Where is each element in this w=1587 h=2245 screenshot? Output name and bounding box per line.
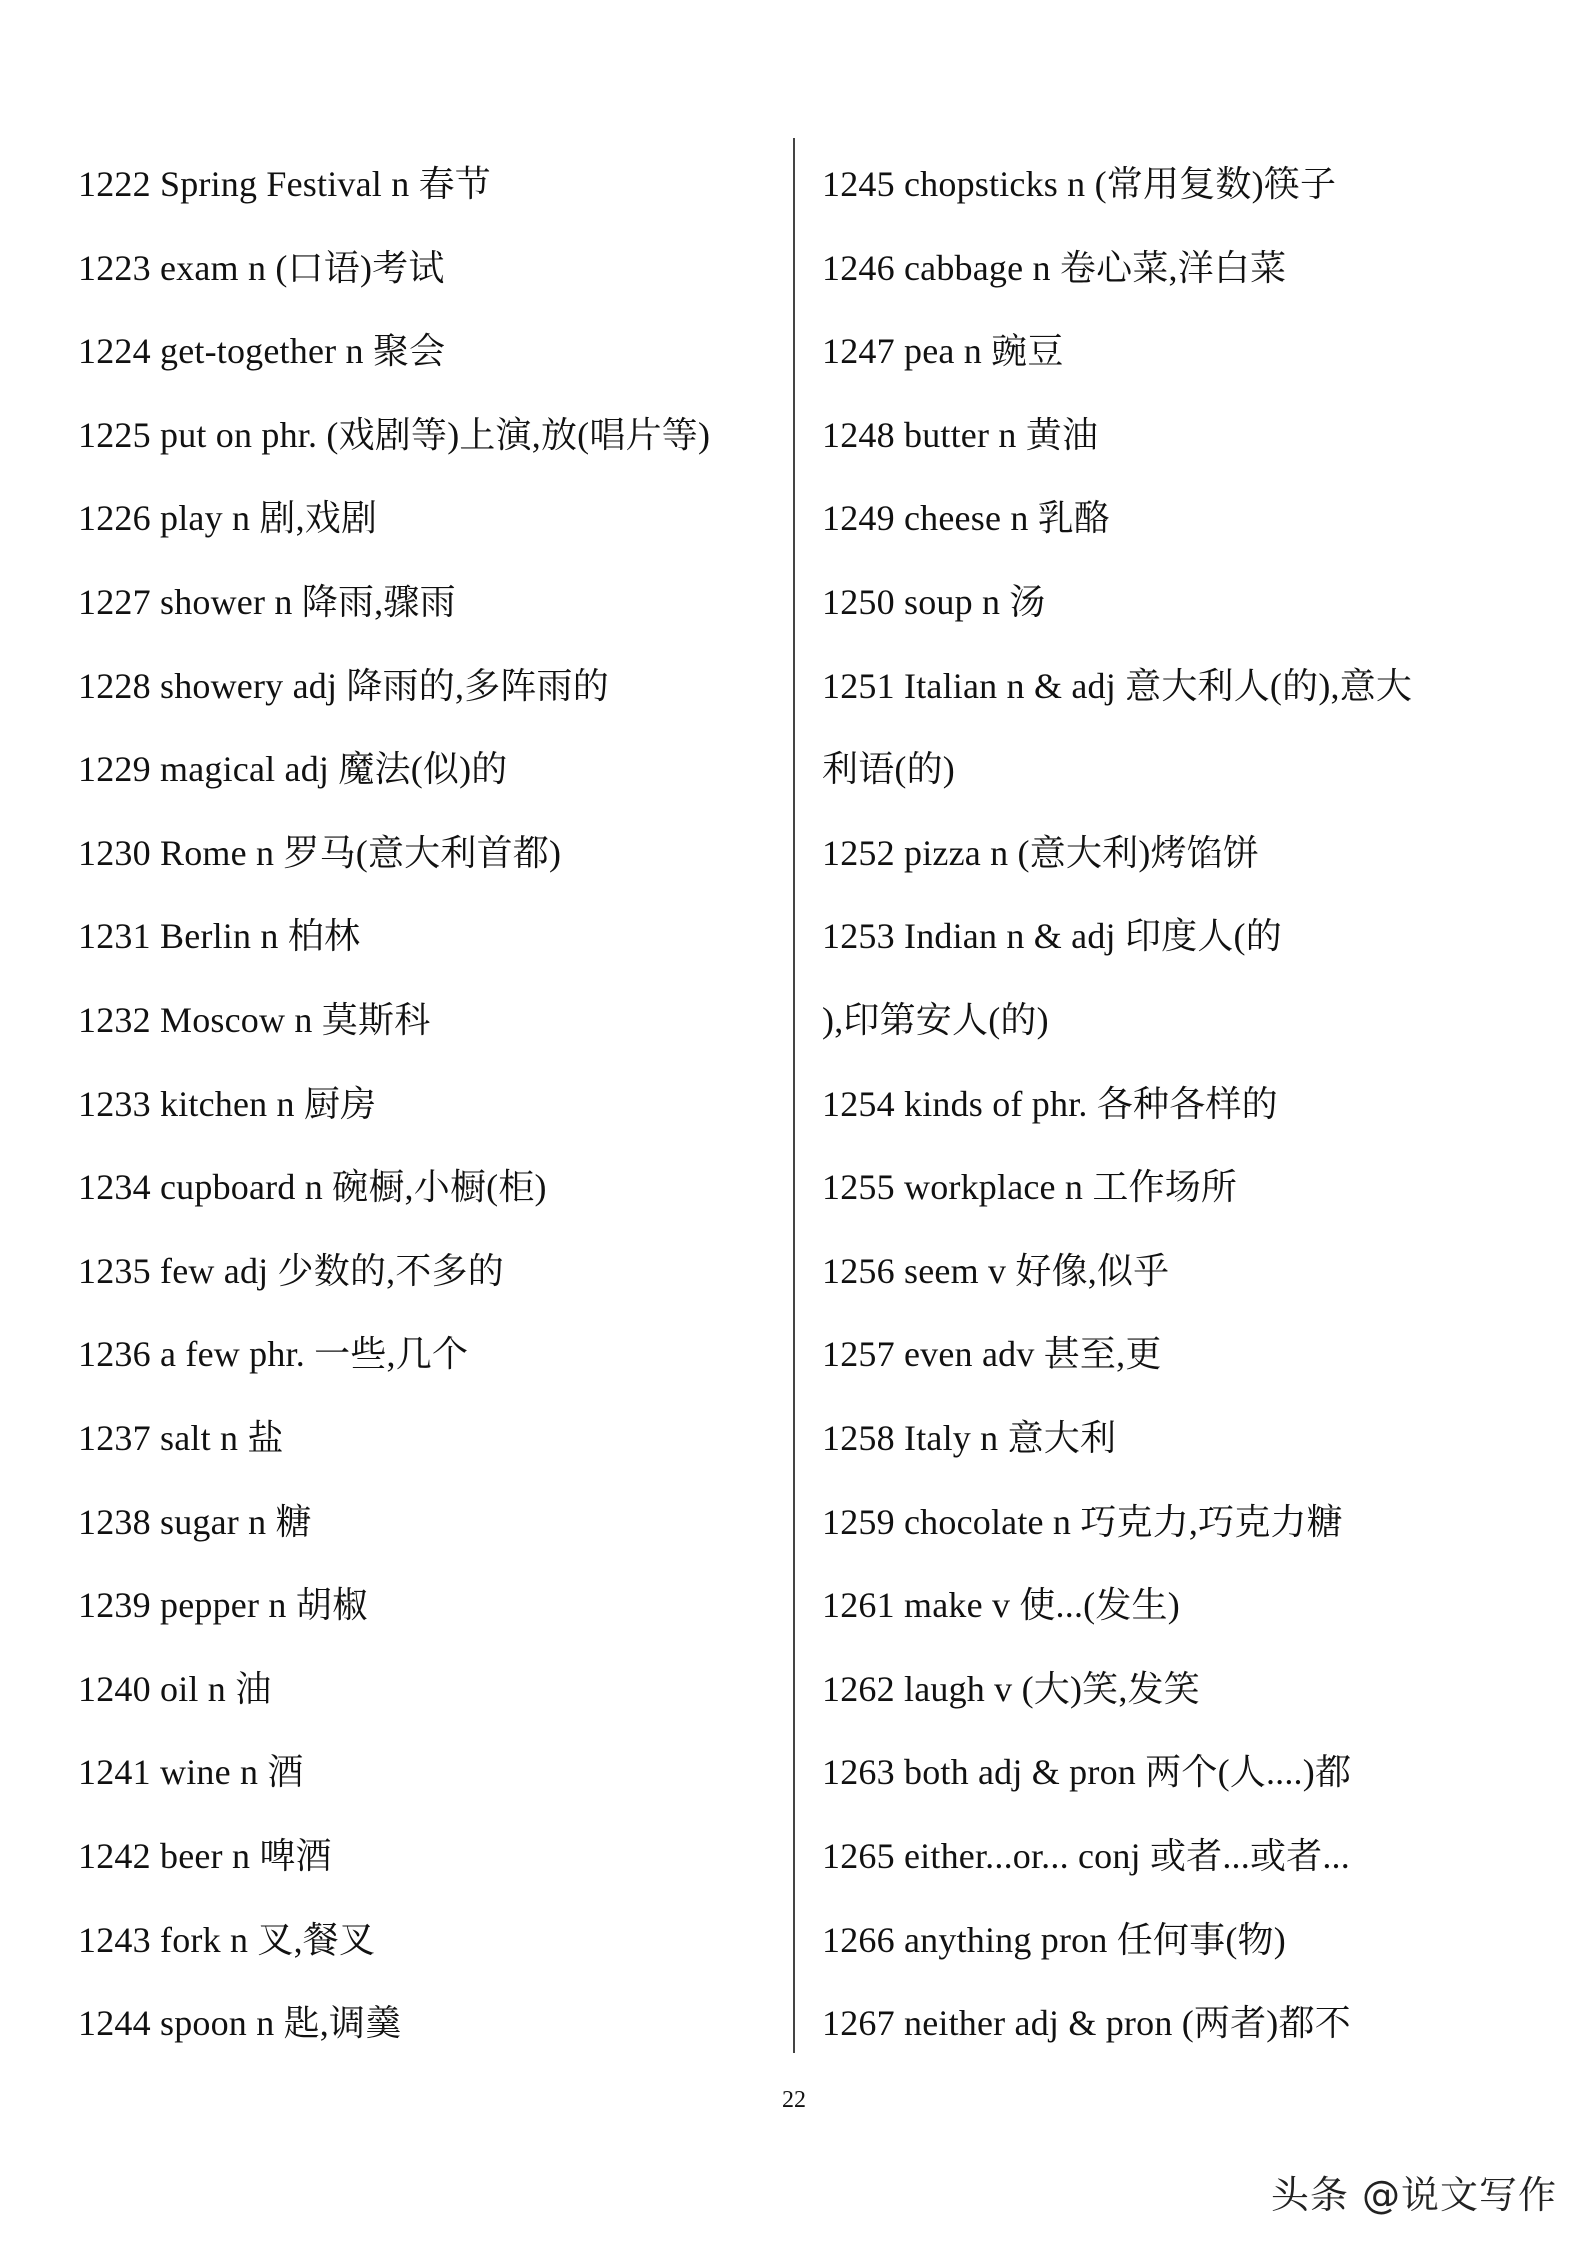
vocab-entry: 1249 cheese n 乳酪 [822,498,1111,539]
vocab-entry: 1253 Indian n & adj 印度人(的 [822,916,1282,957]
vocab-entry: 1256 seem v 好像,似乎 [822,1250,1170,1291]
vocab-entry: ),印第安人(的) [822,1000,1049,1040]
vocab-entry: 1230 Rome n 罗马(意大利首都) [78,832,562,873]
vocab-entry: 1243 fork n 叉,餐叉 [78,1919,376,1960]
vocab-entry: 1232 Moscow n 莫斯科 [78,1000,431,1040]
vocab-entry: 1259 chocolate n 巧克力,巧克力糖 [822,1501,1343,1542]
vocab-entry: 1267 neither adj & pron (两者)都不 [822,2003,1351,2044]
vocab-entry: 1236 a few phr. 一些,几个 [78,1334,469,1375]
vocab-entry: 1222 Spring Festival n 春节 [78,164,492,204]
vocab-entry: 1250 soup n 汤 [822,582,1046,622]
vocab-entry: 1238 sugar n 糖 [78,1501,312,1542]
vocab-entry: 1254 kinds of phr. 各种各样的 [822,1083,1278,1124]
vocab-entry: 1223 exam n (口语)考试 [78,247,445,288]
vocab-entry: 1237 salt n 盐 [78,1418,284,1458]
vocab-entry: 1251 Italian n & adj 意大利人(的),意大 [822,665,1413,706]
vocab-entry: 1247 pea n 豌豆 [822,331,1064,372]
vocab-entry: 1239 pepper n 胡椒 [78,1585,369,1626]
vocab-entry: 1252 pizza n (意大利)烤馅饼 [822,832,1260,873]
vocab-entry: 1227 shower n 降雨,骤雨 [78,582,456,622]
vocab-entry: 1244 spoon n 匙,调羹 [78,2003,402,2044]
vocab-entry: 1258 Italy n 意大利 [822,1418,1117,1458]
vocab-entry: 1225 put on phr. (戏剧等)上演,放(唱片等) [78,414,711,455]
vocab-entry: 1261 make v 使...(发生) [822,1585,1180,1626]
vocab-entry: 1224 get-together n 聚会 [78,331,446,372]
vocab-entry: 1263 both adj & pron 两个(人....)都 [822,1752,1352,1793]
vocab-entry: 1242 beer n 啤酒 [78,1836,332,1876]
vocab-entry: 1231 Berlin n 柏林 [78,916,361,957]
vocab-entry: 1226 play n 剧,戏剧 [78,498,378,539]
vocab-entry: 1234 cupboard n 碗橱,小橱(柜) [78,1167,547,1208]
vocab-entry: 1235 few adj 少数的,不多的 [78,1250,504,1291]
vocab-entry: 1262 laugh v (大)笑,发笑 [822,1668,1200,1709]
vocab-entry: 1266 anything pron 任何事(物) [822,1919,1286,1960]
page-number: 22 [782,2087,806,2113]
vocab-entry: 1240 oil n 油 [78,1668,272,1709]
vocab-entry: 1233 kitchen n 厨房 [78,1083,377,1124]
vocab-entry: 1241 wine n 酒 [78,1752,304,1793]
vocab-entry: 利语(的) [822,749,955,790]
vocab-entry: 1245 chopsticks n (常用复数)筷子 [822,164,1337,204]
vocab-entry: 1265 either...or... conj 或者...或者... [822,1836,1350,1876]
vocab-entry: 1257 even adv 甚至,更 [822,1334,1162,1375]
vocab-entry: 1246 cabbage n 卷心菜,洋白菜 [822,247,1287,288]
watermark: 头条 @说文写作 [1270,2173,1557,2217]
vocab-entry: 1228 showery adj 降雨的,多阵雨的 [78,665,609,706]
vocab-entry: 1255 workplace n 工作场所 [822,1167,1238,1208]
vocab-entry: 1248 butter n 黄油 [822,414,1099,455]
column-divider [793,138,795,2053]
vocab-entry: 1229 magical adj 魔法(似)的 [78,749,508,790]
